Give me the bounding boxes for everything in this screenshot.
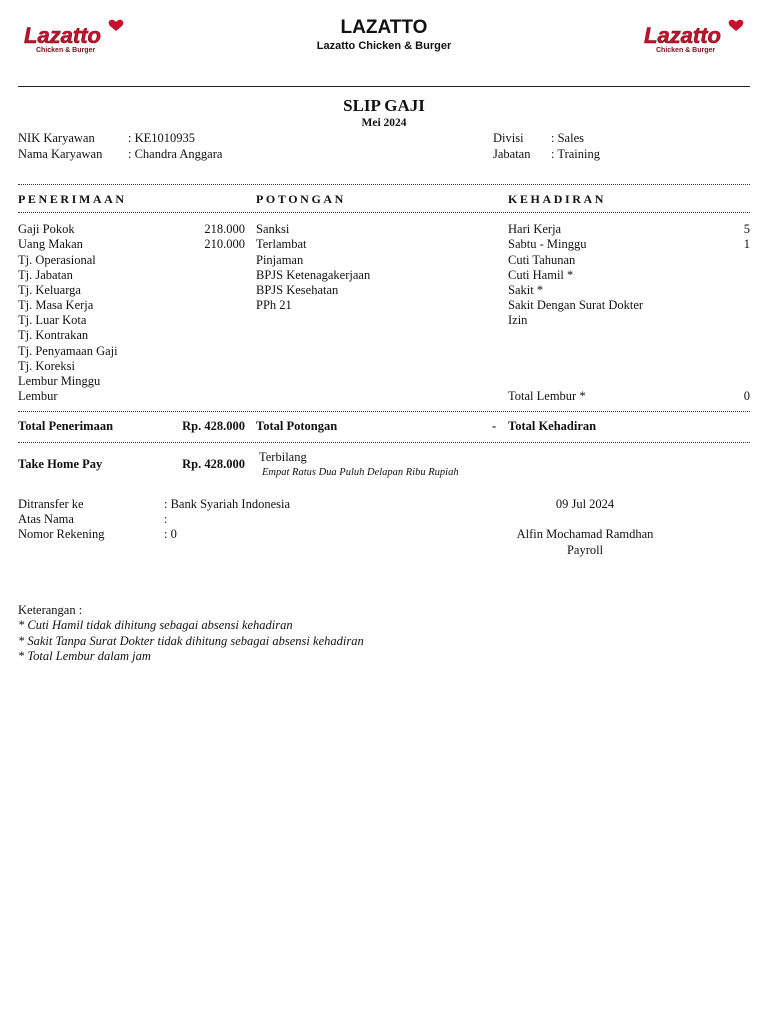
potongan-label: Sanksi: [256, 222, 290, 236]
penerimaan-label: Gaji Pokok: [18, 222, 75, 236]
totals-divider-bottom: [18, 442, 750, 443]
signature-date: 09 Jul 2024: [555, 497, 615, 511]
totals-divider-top: [18, 411, 750, 412]
penerimaan-label: Tj. Luar Kota: [18, 313, 87, 327]
logo-tagline: Chicken & Burger: [36, 47, 96, 54]
company-subtitle: Lazatto Chicken & Burger: [316, 40, 452, 52]
logo-tagline: Chicken & Burger: [656, 47, 716, 54]
slip-title: SLIP GAJI: [343, 96, 425, 115]
penerimaan-label: Tj. Operasional: [18, 253, 96, 267]
penerimaan-label: Tj. Kontrakan: [18, 328, 89, 342]
name-label: Nama Karyawan: [18, 147, 103, 161]
kehadiran-label: Cuti Hamil *: [508, 268, 574, 282]
penerimaan-label: Tj. Penyamaan Gaji: [18, 344, 118, 358]
notes-title: Keterangan :: [18, 603, 83, 617]
terbilang-value: Empat Ratus Dua Puluh Delapan Ribu Rupiah: [262, 467, 459, 478]
total-lembur-value: 0: [743, 389, 750, 403]
name-value: : Chandra Anggara: [128, 147, 223, 161]
divisi-value: : Sales: [551, 131, 584, 145]
divisi-label: Divisi: [493, 131, 524, 145]
total-penerimaan-value: Rp. 428.000: [182, 419, 245, 433]
kehadiran-value: 5: [743, 222, 750, 236]
total-potongan-label: Total Potongan: [256, 419, 338, 433]
penerimaan-value: 210.000: [204, 237, 245, 251]
penerimaan-label: Tj. Jabatan: [18, 268, 73, 282]
potongan-label: BPJS Ketenagakerjaan: [256, 268, 371, 282]
company-name: LAZATTO: [340, 17, 428, 38]
nik-label: NIK Karyawan: [18, 131, 95, 145]
bank-value: : Bank Syariah Indonesia: [164, 497, 291, 511]
potongan-label: PPh 21: [256, 298, 292, 312]
potongan-label: BPJS Kesehatan: [256, 283, 339, 297]
potongan-label: Pinjaman: [256, 253, 304, 267]
penerimaan-label: Tj. Masa Kerja: [18, 298, 94, 312]
take-home-value: Rp. 428.000: [182, 457, 245, 471]
rekening-value: : 0: [164, 527, 177, 541]
terbilang-label: Terbilang: [259, 450, 307, 464]
kehadiran-value: 1: [743, 237, 750, 251]
kehadiran-label: Cuti Tahunan: [508, 253, 576, 267]
bank-label: Ditransfer ke: [18, 497, 84, 511]
kehadiran-label: Sakit *: [508, 283, 544, 297]
notes-line: * Sakit Tanpa Surat Dokter tidak dihitung sebagai absensi kehadiran: [18, 634, 364, 648]
total-kehadiran-label: Total Kehadiran: [508, 419, 597, 433]
total-potongan-value: -: [492, 419, 497, 433]
nik-value: : KE1010935: [128, 131, 196, 145]
penerimaan-label: Tj. Keluarga: [18, 283, 81, 297]
logo-word: Lazatto: [644, 23, 721, 48]
total-penerimaan-label: Total Penerimaan: [18, 419, 114, 433]
header-divider: [18, 86, 750, 87]
notes-line: * Cuti Hamil tidak dihitung sebagai absensi kehadiran: [18, 618, 293, 632]
penerimaan-label: Uang Makan: [18, 237, 83, 251]
section-kehadiran: KEHADIRAN: [508, 192, 607, 206]
signature-name: Alfin Mochamad Ramdhan: [516, 527, 654, 541]
penerimaan-label: Tj. Koreksi: [18, 359, 75, 373]
notes-line: * Total Lembur dalam jam: [18, 649, 151, 663]
signature-role: Payroll: [566, 543, 604, 557]
total-lembur-label: Total Lembur *: [508, 389, 586, 403]
jabatan-value: : Training: [551, 147, 600, 161]
section-potongan: POTONGAN: [256, 192, 346, 206]
section-divider-top: [18, 184, 750, 185]
take-home-label: Take Home Pay: [18, 457, 103, 471]
kehadiran-label: Izin: [508, 313, 528, 327]
kehadiran-label: Hari Kerja: [508, 222, 562, 236]
penerimaan-label: Lembur: [18, 389, 58, 403]
rekening-label: Nomor Rekening: [18, 527, 105, 541]
section-divider-header: [18, 212, 750, 213]
penerimaan-label: Lembur Minggu: [18, 374, 101, 388]
section-penerimaan: PENERIMAAN: [18, 192, 127, 206]
potongan-label: Terlambat: [256, 237, 307, 251]
atas-nama-label: Atas Nama: [18, 512, 74, 526]
jabatan-label: Jabatan: [493, 147, 531, 161]
kehadiran-label: Sabtu - Minggu: [508, 237, 587, 251]
atas-nama-value: :: [164, 512, 168, 526]
slip-period: Mei 2024: [361, 117, 407, 129]
penerimaan-value: 218.000: [204, 222, 245, 236]
kehadiran-label: Sakit Dengan Surat Dokter: [508, 298, 644, 312]
logo-word: Lazatto: [24, 23, 101, 48]
